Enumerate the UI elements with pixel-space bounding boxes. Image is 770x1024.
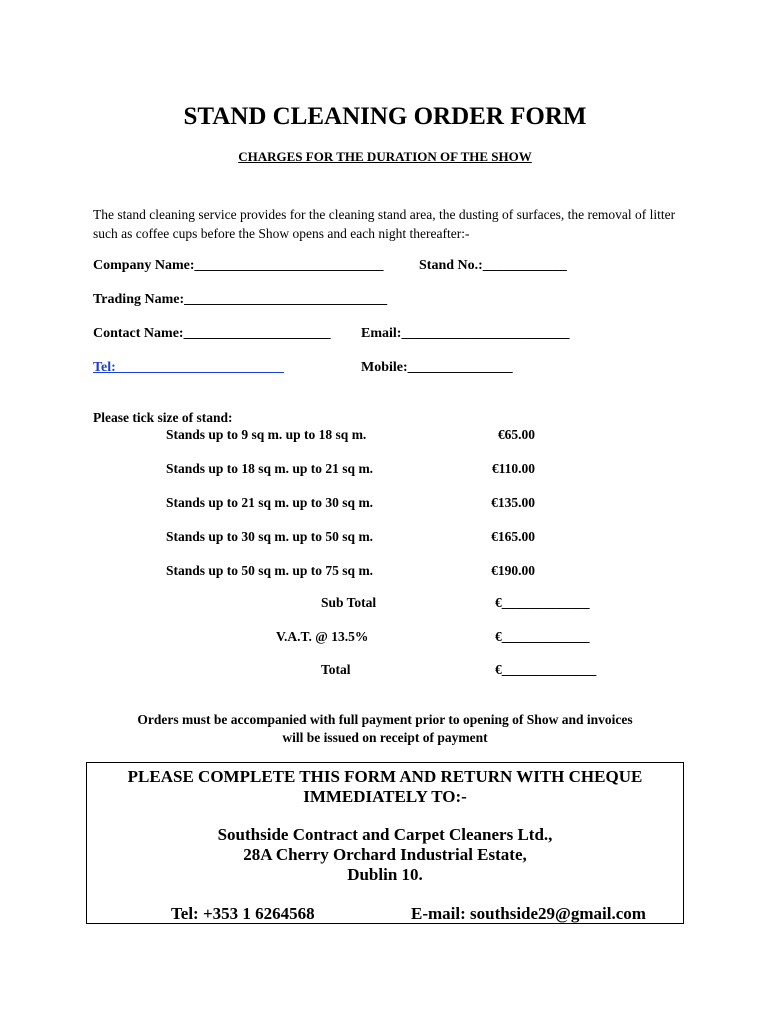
trading-name-field[interactable]: Trading Name:_____________________________ bbox=[93, 292, 388, 307]
page-subtitle: CHARGES FOR THE DURATION OF THE SHOW bbox=[238, 149, 532, 164]
vat-label: V.A.T. @ 13.5% bbox=[276, 629, 369, 644]
return-address-line2: Dublin 10. bbox=[347, 865, 423, 884]
email-field[interactable]: Email:________________________ bbox=[361, 326, 570, 341]
subtotal-label: Sub Total bbox=[321, 595, 377, 610]
return-heading-line2: IMMEDIATELY TO:- bbox=[303, 787, 467, 806]
payment-note-line1: Orders must be accompanied with full payment prior to opening of Show and invoices bbox=[137, 712, 633, 727]
tel-field[interactable]: Tel:________________________ bbox=[93, 360, 284, 375]
page-title: STAND CLEANING ORDER FORM bbox=[183, 103, 587, 130]
return-company: Southside Contract and Carpet Cleaners Ltd., bbox=[217, 825, 553, 844]
size-option-label[interactable]: Stands up to 21 sq m. up to 30 sq m. bbox=[166, 495, 374, 510]
subtotal-field[interactable]: €_____________ bbox=[495, 595, 590, 610]
payment-note-line2: will be issued on receipt of payment bbox=[282, 730, 488, 745]
total-field[interactable]: €______________ bbox=[495, 662, 597, 677]
size-option-label[interactable]: Stands up to 18 sq m. up to 21 sq m. bbox=[166, 461, 374, 476]
return-info-box bbox=[86, 762, 684, 924]
stand-no-field[interactable]: Stand No.:____________ bbox=[419, 258, 567, 273]
size-option-label[interactable]: Stands up to 50 sq m. up to 75 sq m. bbox=[166, 563, 374, 578]
size-option-price: €165.00 bbox=[491, 529, 535, 544]
return-tel: Tel: +353 1 6264568 bbox=[171, 904, 315, 923]
intro-text: The stand cleaning service provides for the cleaning stand area, the dusting of surfaces, the removal of litter such as coffee cups before the Show opens and each night thereafter:- bbox=[93, 207, 676, 241]
total-label: Total bbox=[321, 662, 351, 677]
payment-note bbox=[0, 711, 770, 747]
mobile-field[interactable]: Mobile:_______________ bbox=[361, 360, 513, 375]
return-address-line1: 28A Cherry Orchard Industrial Estate, bbox=[243, 845, 527, 864]
company-name-field[interactable]: Company Name:___________________________ bbox=[93, 258, 384, 273]
contact-name-field[interactable]: Contact Name:_____________________ bbox=[93, 326, 331, 341]
size-option-label[interactable]: Stands up to 9 sq m. up to 18 sq m. bbox=[166, 427, 367, 442]
return-heading-line1: PLEASE COMPLETE THIS FORM AND RETURN WITH CHEQUE bbox=[127, 767, 643, 786]
return-email: E-mail: southside29@gmail.com bbox=[411, 904, 646, 923]
size-option-label[interactable]: Stands up to 30 sq m. up to 50 sq m. bbox=[166, 529, 374, 544]
stand-size-heading: Please tick size of stand: bbox=[93, 410, 233, 425]
size-option-price: €65.00 bbox=[497, 427, 535, 442]
size-option-price: €110.00 bbox=[491, 461, 535, 476]
size-option-price: €135.00 bbox=[491, 495, 535, 510]
size-option-price: €190.00 bbox=[491, 563, 535, 578]
vat-field[interactable]: €_____________ bbox=[495, 629, 590, 644]
